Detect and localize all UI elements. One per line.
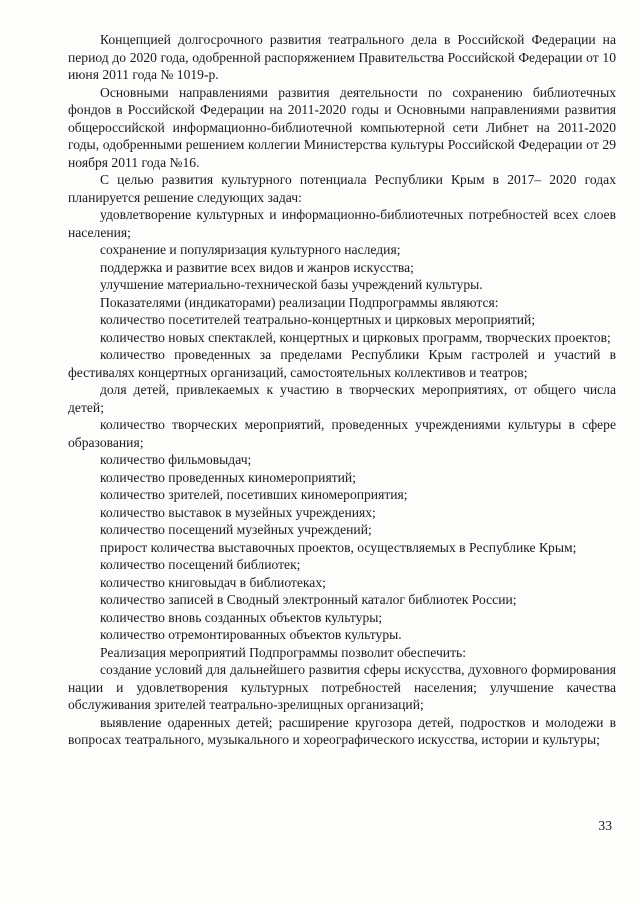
- list-item: сохранение и популяризация культурного наследия;: [100, 242, 401, 257]
- paragraph: Реализация мероприятий Подпрограммы позволит обеспечить:: [100, 644, 466, 660]
- list-item: количество посещений библиотек;: [100, 557, 301, 572]
- list-item: количество записей в Сводный электронный каталог библиотек России;: [100, 592, 517, 607]
- list-item: количество проведенных за пределами Республики Крым гастролей и участий в фестивалях концертных организаций, самостоятельных коллективов и театров;: [68, 347, 616, 380]
- list-item: удовлетворение культурных и информационно-библиотечных потребностей всех слоев населения;: [68, 207, 616, 240]
- list-item: создание условий для дальнейшего развития сферы искусства, духовного формирования нации и удовлетворения культурных потребностей населения; улучшение качества обслуживания зрителей театрально-зрелищных организаций;: [68, 662, 616, 712]
- list-item: количество вновь созданных объектов культуры;: [100, 609, 383, 625]
- paragraph: Концепцией долгосрочного развития театрального дела в Российской Федерации на период до 2020 года, одобренной распоряжением Правительства Российской Федерации от 10 июня 2011 года № 1019-р.: [68, 32, 616, 82]
- list-item: количество новых спектаклей, концертных и цирковых программ, творческих проектов;: [100, 329, 611, 345]
- list-item: прирост количества выставочных проектов, осуществляемых в Республике Крым;: [100, 539, 577, 555]
- list-item: доля детей, привлекаемых к участию в творческих мероприятиях, от общего числа детей;: [68, 382, 616, 415]
- list-item: количество фильмовыдач;: [100, 452, 252, 467]
- list-item: количество зрителей, посетивших киномероприятия;: [100, 487, 408, 502]
- page-number: 33: [598, 818, 612, 833]
- document-body: [68, 31, 616, 749]
- list-item: количество творческих мероприятий, проведенных учреждениями культуры в сфере образования;: [68, 417, 616, 450]
- list-item: количество посещений музейных учреждений;: [100, 522, 372, 537]
- list-item: количество проведенных киномероприятий;: [100, 469, 356, 485]
- list-item: поддержка и развитие всех видов и жанров искусства;: [100, 259, 414, 275]
- paragraph: Показателями (индикаторами) реализации Подпрограммы являются:: [100, 294, 499, 310]
- paragraph: С целью развития культурного потенциала Республики Крым в 2017– 2020 годах планируется решение следующих задач:: [68, 172, 616, 205]
- list-item: выявление одаренных детей; расширение кругозора детей, подростков и молодежи в вопросах театрального, музыкального и хореографического искусства, истории и культуры;: [68, 714, 616, 747]
- paragraph: Основными направлениями развития деятельности по сохранению библиотечных фондов в Российской Федерации на 2011-2020 годы и Основными направлениями развития общероссийской информационно-библиотечной компьютерной сети Либнет на 2011-2020 годы, одобренными решением коллегии Министерства культуры Российской Федерации от 29 ноября 2011 года №16.: [68, 84, 616, 170]
- list-item: количество книговыдач в библиотеках;: [100, 574, 326, 590]
- list-item: количество выставок в музейных учреждениях;: [100, 504, 376, 520]
- list-item: количество отремонтированных объектов культуры.: [100, 627, 402, 642]
- list-item: улучшение материально-технической базы учреждений культуры.: [100, 277, 483, 292]
- list-item: количество посетителей театрально-концертных и цирковых мероприятий;: [100, 312, 536, 327]
